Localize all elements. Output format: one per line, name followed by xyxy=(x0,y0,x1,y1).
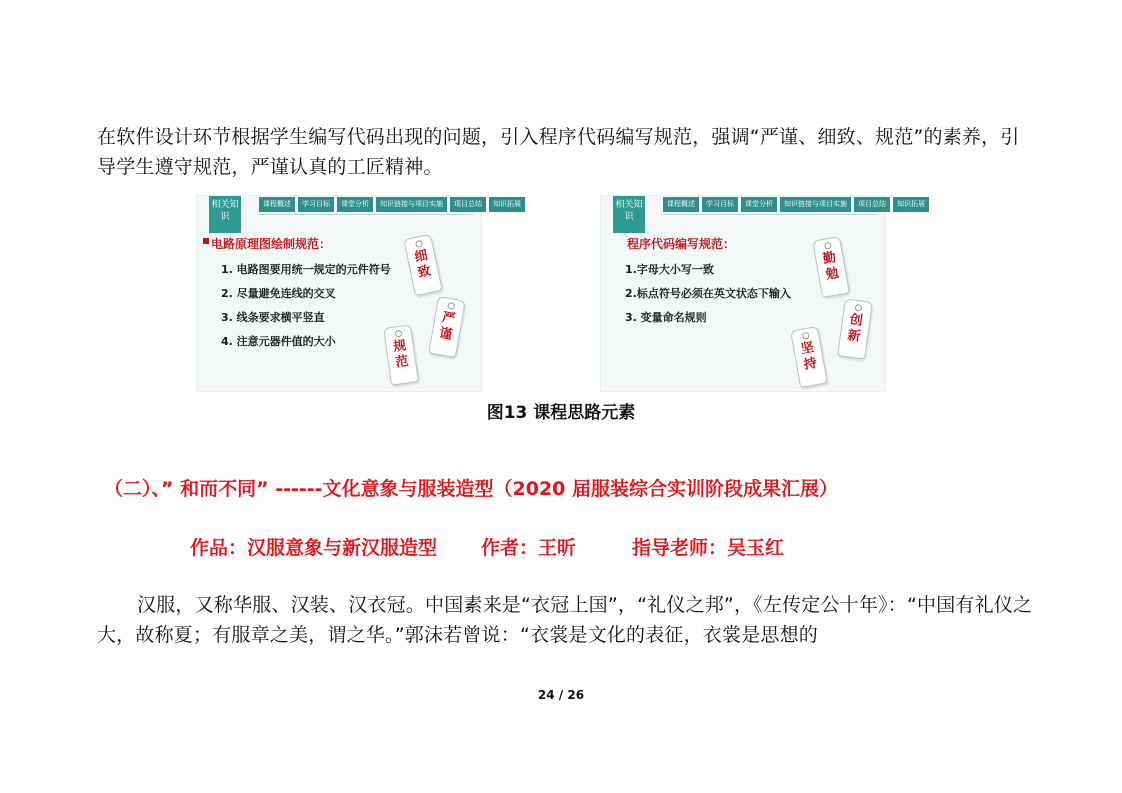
section-heading: （二）、” 和而不同” ------文化意象与服装造型（2020 届服装综合实训阶段成果汇展） xyxy=(104,478,839,500)
tag-label: 规范 xyxy=(383,324,419,385)
tag-label: 创新 xyxy=(837,298,873,359)
slide-title: 电路原理图绘制规范： xyxy=(211,237,332,251)
slide-tab: 知识链接与项目实施 xyxy=(780,197,851,212)
slide-tab: 学习目标 xyxy=(702,197,738,212)
slide-list-item: 3. 变量命名规则 xyxy=(625,311,707,324)
slide-list-item: 3. 线条要求横平竖直 xyxy=(221,311,325,324)
slide-divider xyxy=(259,214,473,215)
slide-tab: 课堂分析 xyxy=(741,197,777,212)
slide-tab: 知识拓展 xyxy=(489,197,525,212)
slide-image-code-rules xyxy=(600,195,925,392)
tag-hole-icon xyxy=(415,240,423,248)
slide-tab: 课程概述 xyxy=(259,197,295,212)
page-number: 24 / 26 xyxy=(537,688,585,702)
slide-tab: 项目总结 xyxy=(450,197,486,212)
work-title: 作品：汉服意象与新汉服造型 xyxy=(190,537,438,559)
slide-list xyxy=(625,258,791,330)
work-author: 作者：王昕 xyxy=(481,537,577,559)
tag-label: 勤勉 xyxy=(812,236,850,298)
work-info-line xyxy=(190,533,784,560)
tag-hole-icon xyxy=(395,330,403,338)
figure-caption: 图13 课程思路元素 xyxy=(486,403,636,423)
slide-tab: 课程概述 xyxy=(663,197,699,212)
tag-hole-icon xyxy=(802,332,810,340)
tag-label: 细致 xyxy=(403,234,442,297)
body-paragraph-1: 在软件设计环节根据学生编写代码出现的问题，引入程序代码编写规范，强调“严谨、细致、规范”的素养，引导学生遵守规范，严谨认真的工匠精神。 xyxy=(97,126,1020,178)
tag-hole-icon xyxy=(447,302,455,310)
slide-list-item: 1. 电路图要用统一规定的元件符号 xyxy=(221,263,391,276)
slide-badge: 相关知识 xyxy=(613,196,645,233)
slide-tab: 知识拓展 xyxy=(893,197,929,212)
slide-tab: 课堂分析 xyxy=(337,197,373,212)
slide-list-item: 2. 尽量避免连线的交叉 xyxy=(221,287,336,300)
body-paragraph-2: 汉服，又称华服、汉装、汉衣冠。中国素来是“衣冠上国”，“礼仪之邦”，《左传定公十年》：“中国有礼仪之大，故称夏；有服章之美，谓之华。”郭沫若曾说：“衣裳是文化的表征，衣裳是思想的 xyxy=(97,594,1033,646)
slide-divider xyxy=(663,214,877,215)
slide-tab-bar xyxy=(663,197,925,212)
slide-image-circuit-rules xyxy=(196,195,521,392)
slide-list xyxy=(221,258,391,354)
slide-title: 程序代码编写规范： xyxy=(627,237,736,251)
slide-list-item: 1.字母大小写一致 xyxy=(625,263,714,276)
tag-label: 坚持 xyxy=(790,326,828,388)
slide-tab-bar xyxy=(259,197,521,212)
tag-hole-icon xyxy=(855,304,863,312)
slide-list-item: 4. 注意元器件值的大小 xyxy=(221,335,336,348)
slide-bullet-icon xyxy=(203,238,209,244)
slide-tab: 学习目标 xyxy=(298,197,334,212)
work-teacher: 指导老师：吴玉红 xyxy=(632,537,785,559)
slide-tab: 知识链接与项目实施 xyxy=(376,197,447,212)
slide-tab: 项目总结 xyxy=(854,197,890,212)
tag-label: 严谨 xyxy=(428,296,466,358)
tag-hole-icon xyxy=(824,242,832,250)
slide-list-item: 2.标点符号必须在英文状态下输入 xyxy=(625,287,791,300)
slide-badge: 相关知识 xyxy=(209,196,241,233)
